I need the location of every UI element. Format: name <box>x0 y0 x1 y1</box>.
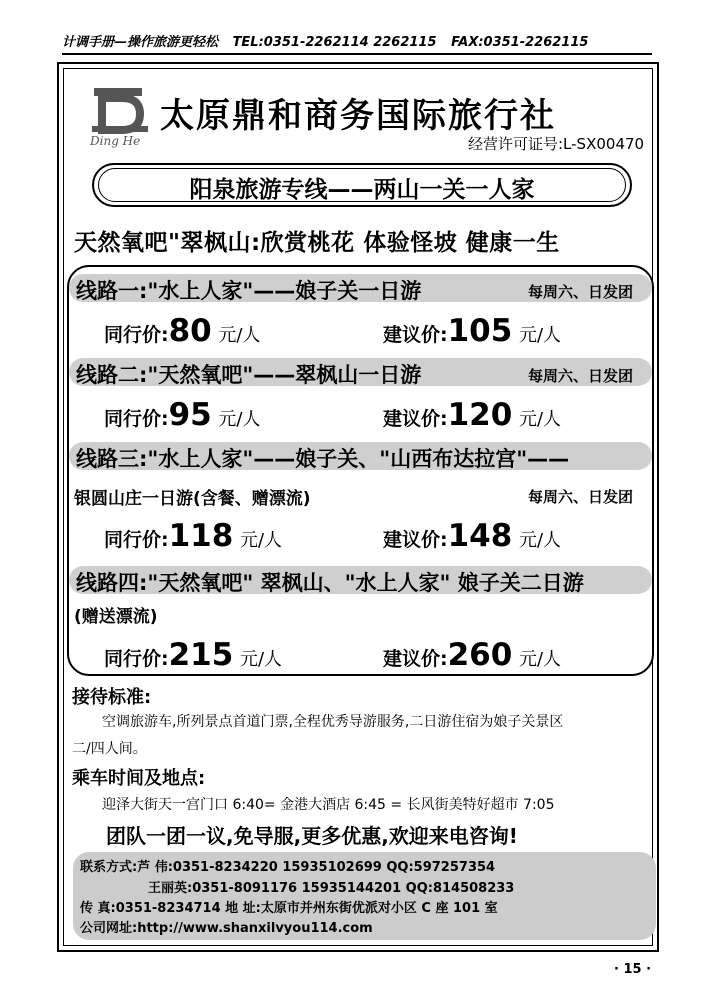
route-4-peer-price <box>104 637 282 673</box>
peer-price-value: 80 <box>168 313 212 349</box>
tagline: 天然氧吧"翠枫山:欣赏桃花 体验怪坡 健康一生 <box>74 230 560 256</box>
header-fax: FAX:0351-2262115 <box>451 35 589 50</box>
peer-price-label: 同行价: <box>104 648 169 670</box>
company-logo <box>88 84 154 152</box>
route-1-schedule: 每周六、日发团 <box>528 283 634 301</box>
route-2-title: 线路二:"天然氧吧"——翠枫山一日游 <box>76 363 422 387</box>
contact-line-1: 联系方式:芦 伟:0351-8234220 15935102699 QQ:597257354 <box>80 860 496 875</box>
route-4-title: 线路四:"天然氧吧" 翠枫山、"水上人家" 娘子关二日游 <box>76 571 584 595</box>
header-tel: TEL:0351-2262114 2262115 <box>232 35 437 50</box>
peer-price-value: 215 <box>168 637 234 673</box>
suggested-price-label: 建议价: <box>383 408 448 430</box>
route-3-schedule: 每周六、日发团 <box>528 488 634 506</box>
suggested-price-label: 建议价: <box>383 324 448 346</box>
peer-price-value: 118 <box>168 518 234 554</box>
price-unit: 元/人 <box>518 325 562 346</box>
price-unit: 元/人 <box>518 530 562 551</box>
suggested-price-value: 148 <box>447 518 513 554</box>
peer-price-label: 同行价: <box>104 408 169 430</box>
route-3-extra: 银圆山庄一日游(含餐、赠漂流) <box>74 489 311 509</box>
page-title: 阳泉旅游专线——两山一关一人家 <box>189 177 535 203</box>
price-unit: 元/人 <box>239 530 283 551</box>
route-2-peer-price <box>104 397 260 433</box>
route-1-peer-price <box>104 313 260 349</box>
suggested-price-value: 260 <box>447 637 513 673</box>
price-unit: 元/人 <box>518 649 562 670</box>
route-3-suggested-price <box>383 518 561 554</box>
reception-title: 接待标准: <box>72 687 152 708</box>
company-name: 太原鼎和商务国际旅行社 <box>160 96 556 136</box>
reception-line-1: 空调旅游车,所列景点首道门票,全程优秀导游服务,二日游住宿为娘子关景区 <box>102 714 564 730</box>
peer-price-label: 同行价: <box>104 324 169 346</box>
route-4-extra: (赠送漂流) <box>74 607 158 627</box>
contact-line-2: 王丽英:0351-8091176 15935144201 QQ:814508233 <box>148 881 515 896</box>
reception-line-2: 二/四人间。 <box>72 741 147 757</box>
header-bar <box>62 31 652 55</box>
price-unit: 元/人 <box>218 409 261 430</box>
suggested-price-value: 105 <box>447 313 513 349</box>
logo-text: Ding He <box>90 134 141 148</box>
route-2-schedule: 每周六、日发团 <box>528 367 634 385</box>
suggested-price-value: 120 <box>447 397 513 433</box>
header-slogan: 计调手册—操作旅游更轻松 <box>62 35 219 50</box>
page-number: · 15 · <box>614 962 652 977</box>
route-4-suggested-price <box>383 637 561 673</box>
pickup-title: 乘车时间及地点: <box>72 768 206 789</box>
route-3-title: 线路三:"水上人家"——娘子关、"山西布达拉宫"—— <box>76 447 570 471</box>
price-unit: 元/人 <box>518 409 562 430</box>
contact-website[interactable]: 公司网址:http://www.shanxilvyou114.com <box>80 921 373 936</box>
route-2-suggested-price <box>383 397 561 433</box>
pickup-text: 迎泽大街天一宫门口 6:40= 金港大酒店 6:45 = 长风街美特好超市 7:05 <box>102 797 555 813</box>
price-unit: 元/人 <box>239 649 283 670</box>
suggested-price-label: 建议价: <box>383 648 448 670</box>
peer-price-label: 同行价: <box>104 529 169 551</box>
slogan: 团队一团一议,免导服,更多优惠,欢迎来电咨询! <box>106 824 518 848</box>
suggested-price-label: 建议价: <box>383 529 448 551</box>
license-number: 经营许可证号:L-SX00470 <box>468 135 645 153</box>
contact-line-3: 传 真:0351-8234714 地 址:太原市并州东街优派对小区 C 座 101 室 <box>80 901 498 916</box>
route-1-title: 线路一:"水上人家"——娘子关一日游 <box>76 279 422 303</box>
price-unit: 元/人 <box>218 325 261 346</box>
route-1-suggested-price <box>383 313 561 349</box>
peer-price-value: 95 <box>168 397 212 433</box>
route-3-peer-price <box>104 518 282 554</box>
